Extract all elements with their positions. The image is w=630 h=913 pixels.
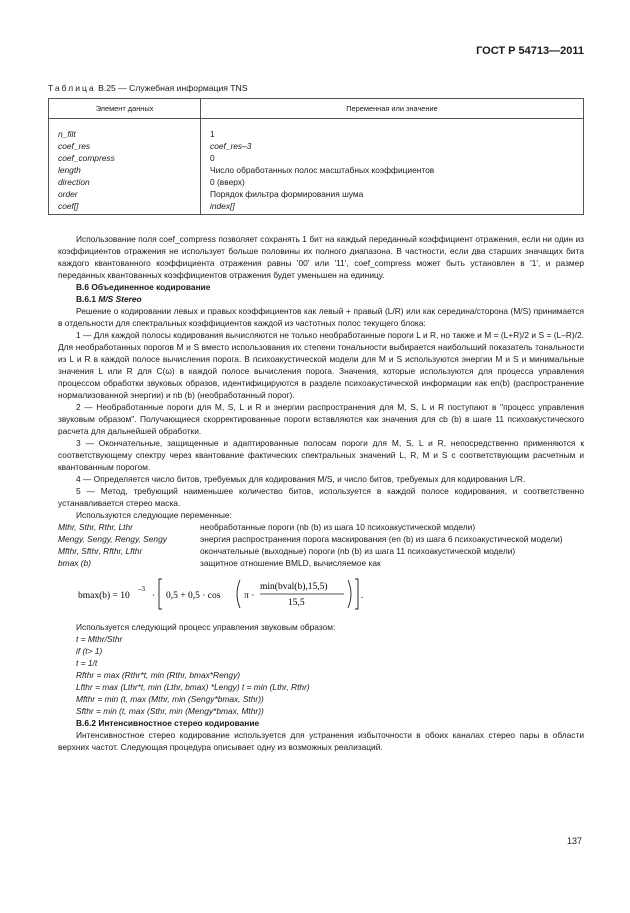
variables-list (58, 521, 584, 569)
formula-svg (76, 571, 406, 617)
code-line: Mfthr = min (t, max (Mthr, min (Sengy*bmax, Sthr)) (76, 694, 264, 704)
formula-right-bracket (355, 579, 358, 609)
table-cell-value: Число обработанных полос масштабных коэффициентов (201, 164, 584, 176)
list-item-3: 3 — Окончательные, защищенные и адаптированные полосам пороги для M, S, L и R, непосредственно применяются к соответствующему спектру через квантование фактических спектральных значений L, R, M и S с соответствующим расчетным и квантованным порогом. (58, 438, 584, 472)
table-cell-value: 0 (вверх) (201, 176, 584, 188)
code-line: if (t> 1) (76, 646, 103, 656)
formula-cos-term: 0,5 + 0,5 · cos (166, 591, 221, 601)
variable-description: энергия распространения порога маскирования (en (b) из шага 6 психоакустической модели) (200, 534, 563, 544)
page-body (58, 233, 584, 753)
table-cell-element: length (49, 164, 201, 176)
variable-name: Mengy, Sengy, Rengy, Sengy (58, 534, 167, 544)
table-row (49, 140, 584, 152)
table-cell-value: index[] (201, 200, 584, 215)
heading-ms-stereo (58, 293, 584, 305)
table-cell-value: 0 (201, 152, 584, 164)
code-line: t = Mthr/Sthr (76, 634, 123, 644)
code-line: Rfthr = max (Rthr*t, min (Rthr, bmax*Rengy) (76, 670, 241, 680)
table-header-row (49, 99, 584, 119)
table-cell-value: Порядок фильтра формирования шума (201, 188, 584, 200)
table-row (49, 188, 584, 200)
heading-joint-coding: В.6 Объединенное кодирование (76, 282, 211, 292)
variable-name: Mthr, Sthr, Rthr, Lthr (58, 522, 133, 532)
table-row (49, 152, 584, 164)
list-item-2: 2 — Необработанные пороги для M, S, L и R и энергии распространения для M, S, L и R поступают в "процесс управления звуковым образом". Получающиеся скорректированные пороги вставляются как значения для cb (b) в шаге 11 психоакустического расчета для дальнейшей обработки. (58, 402, 584, 436)
formula-numerator: min(bval(b),15,5) (260, 582, 328, 592)
table-cell-element: n_filt (49, 128, 201, 140)
table-cell-element: coef_res (49, 140, 201, 152)
formula-left-paren (237, 580, 240, 608)
list-item-4: 4 — Определяется число битов, требуемых для кодирования M/S, и число битов, требуемых для кодирования L/R. (76, 474, 526, 484)
table-row (49, 164, 584, 176)
formula-denominator: 15,5 (288, 598, 305, 608)
table-caption-title: В.25 — Служебная информация TNS (95, 83, 248, 93)
list-item-1: 1 — Для каждой полосы кодирования вычисляются не только необработанные пороги L и R, но также и M = (L+R)/2 и S = (L–R)/2. Для необработанных порогов M и S вместо использования их степени тональности выбирается наибольший показатель тональности из L и R в каждой полосе вычисления порога. В психоакустической модели для M и S используются энергии M и S и минимальные значения L или R для C(ω) в каждой полосе вычисления порога. Значения, которые используются для процесса управления процессом обработки звуковых образов, идентифицируются в разделе психоакустической информации как en(b) (распространение нормализованной энергии) и nb (b) (необработанный порог). (58, 330, 584, 400)
table-spacer (49, 119, 584, 129)
process-intro: Используется следующий процесс управления звуковым образом: (76, 622, 336, 632)
table-row (49, 200, 584, 215)
paragraph-ms-decision: Решение о кодировании левых и правых коэффициентов как левый + правый (L/R) или как середина/сторона (M/S) принимается в отдельности для спектральных коэффициентов каждой из частотных полос текущего блока: (58, 306, 584, 328)
table-cell-element: coef_compress (49, 152, 201, 164)
table-cell-value: coef_res–3 (201, 140, 584, 152)
formula-exponent: –3 (138, 585, 145, 593)
formula-left-bracket (159, 579, 162, 609)
bmax-formula (58, 571, 584, 617)
variable-description: необработанные пороги (nb (b) из шага 10 психоакустической модели) (200, 522, 476, 532)
code-line: t = 1/t (76, 658, 98, 668)
formula-period: . (361, 591, 364, 601)
formula-lhs: bmax(b) = 10 (78, 591, 130, 601)
code-line: Sfthr = min (t, max (Sthr, min (Mengy*bmax, Mthr)) (76, 706, 264, 716)
list-item-5: 5 — Метод, требующий наименьшее количество битов, используется в каждой полосе кодирования, и соответственно устанавливается стерео маска. (58, 486, 584, 508)
variable-name: bmax (b) (58, 558, 92, 568)
variable-name: Mfthr, Sfthr, Rfthr, Lfthr (58, 546, 143, 556)
table-caption-prefix: Таблица (48, 83, 96, 93)
table-cell-element: direction (49, 176, 201, 188)
heading-ms-title: M/S Stereo (98, 294, 142, 304)
table-row (49, 176, 584, 188)
variable-description: защитное отношение BMLD, вычисляемое как (200, 558, 381, 568)
table-header-value: Переменная или значение (201, 99, 584, 119)
table-caption (48, 82, 248, 94)
paragraph-coef-compress: Использование поля coef_compress позволяет сохранять 1 бит на каждый переданный коэффициент отражения, если ни один из коэффициентов отражения не использует больше половины их полного диапазона. В частности, если два старших значащих бита каждого квантованного коэффициента отражения равны '00' или '11', coef_compress может быть установлен в '1', и размер переданных квантованных коэффициентов отражения будет уменьшен на единицу. (58, 234, 584, 280)
variable-description: окончательные (выходные) пороги (nb (b) из шага 11 психоакустической модели) (200, 546, 516, 556)
table-cell-element: order (49, 188, 201, 200)
process-code (58, 633, 584, 717)
formula-dot: · (152, 591, 156, 601)
heading-ms-number: В.6.1 (76, 294, 99, 304)
page-number: 137 (566, 836, 582, 846)
code-line: Lfthr = max (Lthr*t, min (Lthr, bmax) *Lengy) t = min (Lthr, Rthr) (76, 682, 310, 692)
table-header-element: Элемент данных (49, 99, 201, 119)
paragraph-intensity-stereo: Интенсивностное стерео кодирование используется для устранения избыточности в обоих каналах стерео пары в области верхних частот. Следующая процедура описывает одну из возможных реализаций. (58, 730, 584, 752)
table-row (49, 128, 584, 140)
heading-intensity-stereo: В.6.2 Интенсивностное стерео кодирование (76, 718, 260, 728)
tns-table (48, 98, 584, 215)
formula-pi: π · (244, 591, 255, 601)
formula-right-paren (348, 580, 351, 608)
variables-intro: Используются следующие переменные: (76, 510, 232, 520)
table-cell-element: coef[] (49, 200, 201, 215)
table-cell-value: 1 (201, 128, 584, 140)
standard-number: ГОСТ Р 54713—2011 (476, 45, 584, 57)
